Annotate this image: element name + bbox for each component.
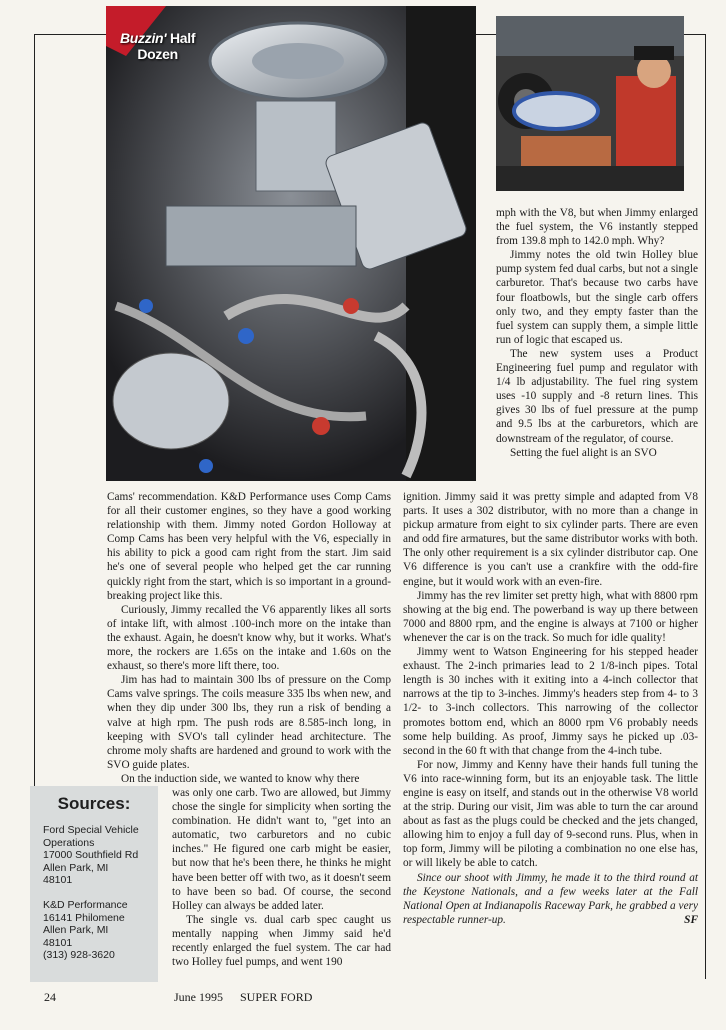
paragraph: Setting the fuel alight is an SVO — [510, 446, 657, 459]
signoff: SF — [684, 913, 698, 926]
paragraph: Jimmy went to Watson Engineering for his stepped header exhaust. The 2-inch primaries lead to 2 1/8-inch pipes. Total length is 30 inches with it exiting into a 4-inch collector that narrows at the tip to 3-inches. Jimmy's headers step from 4- to 3 1/2- to 3-inch collectors. This narrowing of the collector promotes bottom end, which an 8000 rpm V6 probably needs some help building. As proof, Jimmy says he picked up .03-second in the 60 ft with that change from the 4-inch tube. — [403, 646, 698, 757]
sources-box — [30, 786, 158, 982]
paragraph: The single vs. dual carb spec caught us mentally napping when Jimmy said he'd recently enlarged the fuel system. The car had two Holley fuel pumps, and went 190 — [172, 913, 391, 969]
closing-note — [403, 871, 698, 927]
source-entry — [43, 824, 158, 887]
issue-date: June 1995 — [174, 990, 223, 1004]
mechanic-photo — [496, 16, 684, 191]
article-column-right — [496, 206, 698, 460]
photo-tag-line1b: Half — [169, 30, 196, 46]
paragraph: Jim has had to maintain 300 lbs of pressure on the Comp Cams valve springs. The coils measure 335 lbs when new, and when they dip under 300 lbs, they run a risk of bending a valve at high rpm. The push rods are 8.585-inch long, in keeping with SVO's tall cylinder head architecture. The chrome moly shafts are hardened and ground to work with the SVO guide plates. — [107, 674, 391, 771]
paragraph: For now, Jimmy and Kenny have their hands full tuning the V6 into race-winning form, but its an enjoyable task. The little engine is easy on itself, and stands out in the otherwise V8 world at the strip. During our visit, Jim was able to turn the car around about as fast as the plugs could be checked and the jets changed, allowing him to enjoy a full day of 9-second runs. Plus, when in top form, Jimmy will be piloting a combination no one else has, or will likely be able to catch. — [403, 758, 698, 870]
sources-title: Sources: — [57, 794, 131, 813]
paragraph: On the induction side, we wanted to know why there — [121, 772, 360, 785]
article-column-middle — [403, 490, 698, 927]
photo-tag-line1: Buzzin' — [120, 30, 167, 46]
paragraph: Cams' recommendation. K&D Performance uses Comp Cams for all their customer engines, so they have a good working relationship with them. Jimmy noted Gordon Holloway at Comp Cams has been very helpful with the V6, especially in his ability to pick a good cam right from the start. Jim said he's one of several people who helped get the car running quickly right from the start, which is so important in a ground-breaking project like this. — [107, 491, 391, 602]
source-line: Allen Park, MI — [43, 861, 109, 874]
source-entry — [43, 899, 158, 962]
text-wrap-around-sources — [172, 786, 391, 969]
closing-note-text: Since our shoot with Jimmy, he made it to the third round at the Keystone Nationals, and a few weeks later at the Fall National Open at Indianapolis Raceway Park, he grabbed a very respectable runner-up. — [403, 871, 698, 926]
source-line: 48101 — [43, 936, 73, 949]
page-number: 24 — [44, 990, 56, 1004]
paragraph: mph with the V8, but when Jimmy enlarged the fuel system, the V6 instantly stepped from 139.8 mph to 142.0 mph. Why? — [496, 207, 698, 248]
paragraph: ignition. Jimmy said it was pretty simple and adapted from V8 parts. It uses a 302 distributor, with no more than a change in pickup armature from eight to six cylinder parts. There are even and odd fire armatures, but the same distributor works with both. The only other requirement is a six cylinder distributor cap. One V6 difference is you can't use a crankfire with the odd-fire engine, but it would work with an even-fire. — [403, 491, 698, 588]
source-line: Allen Park, MI — [43, 924, 109, 937]
source-line: (313) 928-3620 — [43, 949, 115, 962]
engine-photo — [106, 6, 476, 481]
source-line: K&D Performance — [43, 898, 128, 911]
source-line: Ford Special Vehicle — [43, 824, 139, 836]
paragraph: Jimmy notes the old twin Holley blue pump system fed dual carbs, but not a single carburetor. That's because two carbs have four floatbowls, but the single carb offers only two, and they empty faster than the fuel system can supply them, a simple little run of logic that escaped us. — [496, 249, 698, 346]
source-line: Operations — [43, 836, 95, 849]
source-line: 48101 — [43, 874, 73, 887]
photo-tag — [120, 30, 195, 62]
source-line: 17000 Southfield Rd — [43, 849, 139, 862]
paragraph: The new system uses a Product Engineering fuel pump and regulator with 1/4 lb adjustability. The fuel ring system uses -10 supply and -8 return lines. This gives 30 lbs of fuel pressure at the pump and 9.5 lbs at the carburetors, which are downstream of the regulator, of course. — [496, 347, 698, 445]
source-line: 16141 Philomene — [43, 911, 125, 924]
photo-tag-line2: Dozen — [137, 46, 178, 62]
paragraph: Jimmy has the rev limiter set pretty high, what with 8800 rpm showing at the big end. The powerband is way up there between 7000 and 8800 rpm, and the engine is always at 7100 or higher whenever the car is on the track. So much for idle quality! — [403, 589, 698, 644]
magazine-name: SUPER FORD — [240, 990, 313, 1004]
paragraph: Curiously, Jimmy recalled the V6 apparently likes all sorts of intake lift, with almost .100-inch more on the intake than the exhaust. Again, he doesn't know why, but it works. What's more, the rockers are 1.65s on the intake and 1.60s on the exhaust, so there's more lift there, too. — [107, 603, 391, 673]
paragraph: was only one carb. Two are allowed, but Jimmy chose the single for simplicity when sorting the combination. He didn't want to, "get into an automatic, two carburetors and no cubic inches." He figured one carb might be easier, but now that he's been there, he thinks he might have been better off with two, as it doesn't seem to have been so bad. Of course, the second Holley can always be added later. — [172, 786, 391, 912]
